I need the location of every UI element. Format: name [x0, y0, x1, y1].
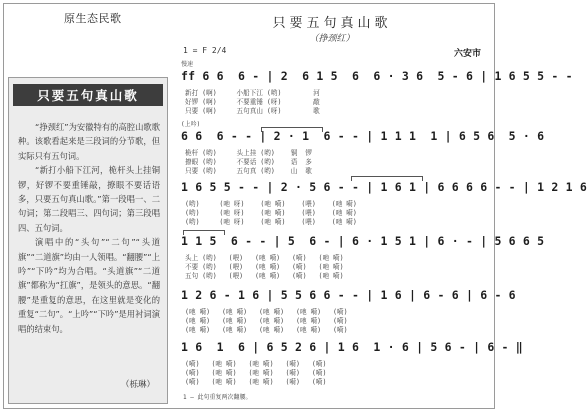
- article-title: 只要五句真山歌: [13, 84, 163, 106]
- article-paragraph: “新打小船下江河，桅杆头上挂铜锣，好锣不要重锤敲，撩眼不要话语多，只要五句真山歌。”第一段唱一、二句词；第二段唱三、四句词；第三段唱四、五句词。: [18, 165, 160, 233]
- lyric-line: 撩眼 (哟) 不要话 (哟) 语 多: [185, 158, 312, 166]
- lyric-line: (吔 嗬) (吔 嗬) (吔 嗬) (吔 嗬) (嗬): [185, 326, 348, 334]
- score-meter: 1 = F 2/4: [183, 46, 227, 55]
- system-tag: 慢速: [181, 61, 194, 68]
- notation-line: 6 6 6 - - | 2 · 1 6 - - | 1 1 1 1 | 6 5 6 5 · 6: [181, 129, 545, 143]
- lyric-line: 只要 (哟) 五句真 (哟) 山 歌: [185, 167, 312, 175]
- lyric-line: (嗬) (吔 嗬) (吔 嗬) (嗬) (嗬): [185, 360, 327, 368]
- lyric-line: (吔 嗬) (吔 嗬) (吔 嗬) (吔 嗬) (嗬): [185, 317, 348, 325]
- lyric-line: 五句 (哟) (喂) (吔 嗬) (嗬) (吔 嗬): [185, 272, 344, 280]
- notation-line: ff 6 6 6 - | 2 6 1 5 6 6 · 3 6 5 - 6 | 1 6 5 5 - -: [181, 69, 573, 83]
- lyric-line: 好锣 (啊) 不要重锤 (呀) 敲: [185, 98, 320, 106]
- lyric-line: (吔 嗬) (吔 嗬) (吔 嗬) (吔 嗬) (嗬): [185, 308, 348, 316]
- music-score: [171, 6, 587, 408]
- score-subtitle: （挣颈红）: [309, 34, 355, 44]
- system-tag: (上吟): [181, 121, 201, 128]
- lyric-line: (嗬) (吔 嗬) (吔 嗬) (嗬) (嗬): [185, 369, 327, 377]
- score-title: 只要五句真山歌: [272, 16, 392, 31]
- column-label: 原生态民歌: [64, 12, 122, 25]
- notation-line: 1 1 5 6 - - | 5 6 - | 6 · 1 5 1 | 6 · - | 5 6 6 5: [181, 234, 545, 248]
- lyric-line: (嗬) (吔 嗬) (吔 嗬) (嗬) (嗬): [185, 378, 327, 386]
- lyric-line: 不要 (哟) (喂) (吔 嗬) (嗬) (吔 嗬): [185, 263, 344, 271]
- article-paragraph: 演唱中的“头句”“二句”“头道旗”“二道旗”均由一人领唱。“翻腰”“上吟”“下吟”均为合唱。“头道旗”“二道旗”都称为“扛旗”，是领头的意思。“翻腰”是重复的意思，在这里就是变化的重复“二句”。“上吟”“下吟”是用衬词演唱的结束句。: [18, 237, 160, 334]
- lyric-line: (哟) (吔 呀) (吔 嗬) (喂) (吔 嗬): [185, 218, 357, 226]
- article-author: （栎琳）: [120, 380, 155, 390]
- score-region: 六安市: [453, 49, 481, 59]
- article-body: [18, 120, 160, 336]
- lyric-line: 头上 (哟) (喂) (吔 嗬) (嗬) (吔 嗬): [185, 254, 344, 262]
- notation-line: 1 6 1 6 | 6 5 2 6 | 1 6 1 · 6 | 5 6 - | 6 - ‖: [181, 340, 523, 354]
- score-footnote: 1 — 此句重复两次翻腰。: [183, 394, 252, 401]
- lyric-line: (哟) (吔 呀) (吔 嗬) (喂) (吔 嗬): [185, 209, 357, 217]
- article-panel: [8, 77, 168, 404]
- lyric-line: 新打 (啊) 小船下江 (哟) 河: [185, 89, 320, 97]
- lyric-line: (哟) (吔 呀) (吔 嗬) (喂) (吔 嗬): [185, 200, 357, 208]
- lyric-line: 桅杆 (哟) 头上挂 (哟) 铜 锣: [185, 149, 312, 157]
- notation-line: 1 6 5 5 - - | 2 · 5 6 - - | 1 6 1 | 6 6 6 6 - - | 1 2 1 6: [181, 180, 587, 194]
- notation-line: 1 2 6 - 1 6 | 5 5 6 6 - - | 1 6 | 6 - 6 | 6 - 6: [181, 288, 516, 302]
- lyric-line: 只要 (啊) 五句真山 (呀) 歌: [185, 107, 320, 115]
- article-paragraph: “挣颈红”为安徽特有的高腔山歌歌种。该歌看起来是三段词的分节歌，但实际只有五句词。: [18, 122, 160, 161]
